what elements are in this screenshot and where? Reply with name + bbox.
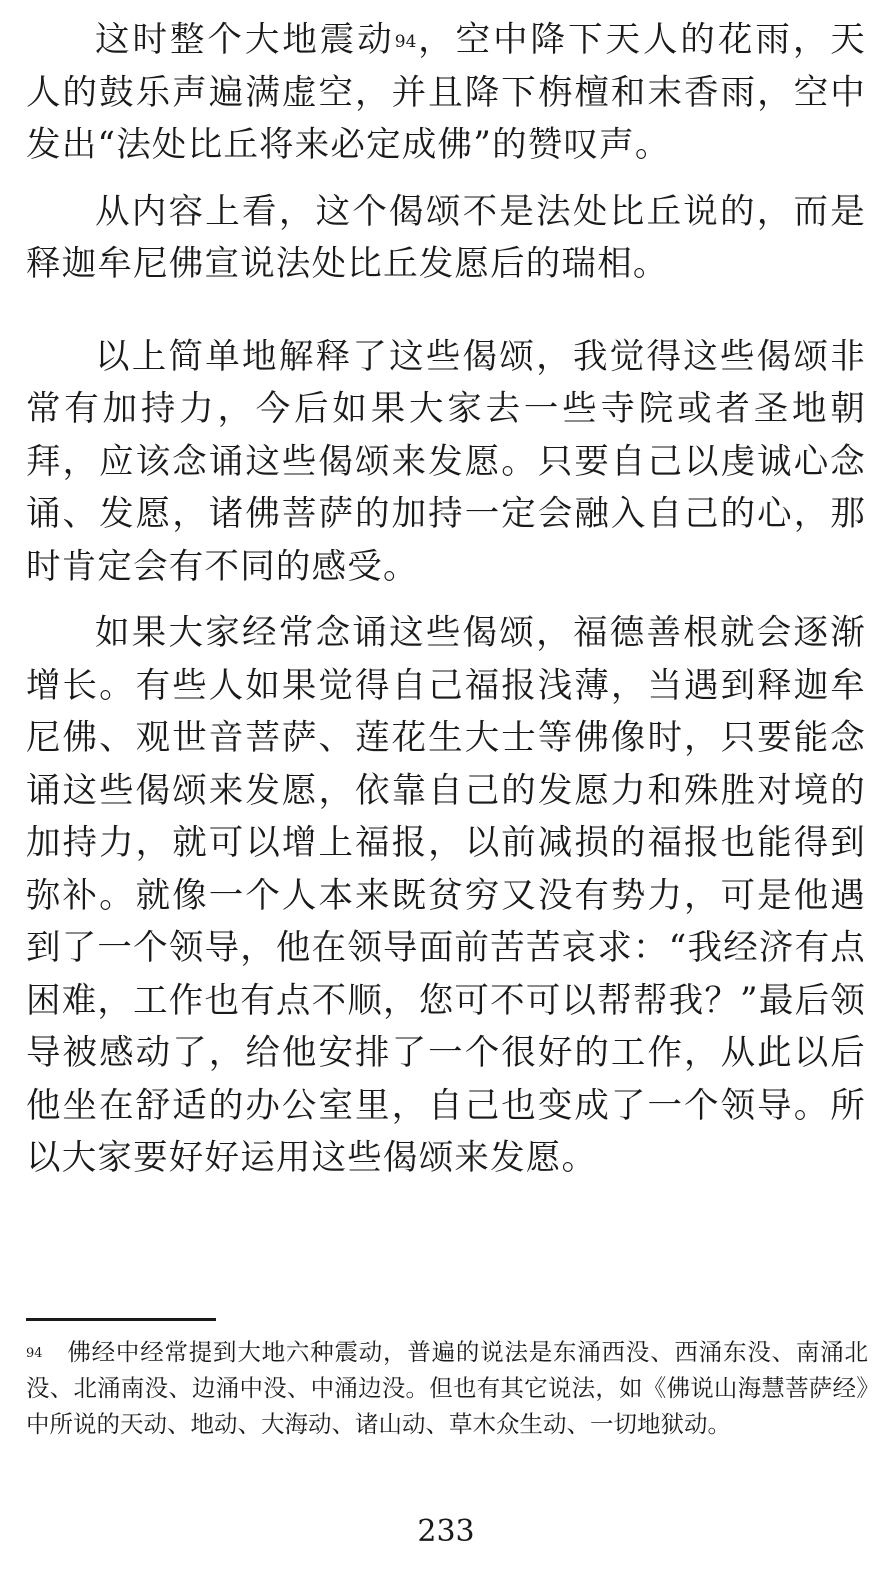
paragraph-2: 从内容上看，这个偈颂不是法处比丘说的，而是释迦牟尼佛宣说法处比丘发愿后的瑞相。 (26, 191, 866, 284)
paragraph-1-text-end: ，空中降下天人的花雨，天人的鼓乐声遍满虚空，并且降下栴檀和末香雨，空中发出“法处比丘将来必定成佛”的赞叹声。 (26, 20, 866, 165)
paragraph-1-text-start: 这时整个大地震动 (95, 20, 395, 60)
paragraph-4: 如果大家经常念诵这些偈颂，福德善根就会逐渐增长。有些人如果觉得自己福报浅薄，当遇到释迦牟尼佛、观世音菩萨、莲花生大士等佛像时，只要能念诵这些偈颂来发愿，依靠自己的发愿力和殊胜对境的加持力，就可以增上福报，以前减损的福报也能得到弥补。就像一个人本来既贫穷又没有势力，可是他遇到了一个领导，他在领导面前苦苦哀求：“我经济有点困难，工作也有点不顺，您可不可以帮帮我？”最后领导被感动了，给他安排了一个很好的工作，从此以后他坐在舒适的办公室里，自己也变成了一个领导。所以大家要好好运用这些偈颂来发愿。 (26, 613, 866, 1178)
paragraph-1 (26, 14, 866, 172)
footnote-divider (26, 1318, 216, 1321)
footnote-number: 94 (26, 1346, 43, 1361)
paragraph-3: 以上简单地解释了这些偈颂，我觉得这些偈颂非常有加持力，今后如果大家去一些寺院或者圣地朝拜，应该念诵这些偈颂来发愿。只要自己以虔诚心念诵、发愿，诸佛菩萨的加持一定会融入自己的心，那时肯定会有不同的感受。 (26, 336, 866, 587)
footnote-text: 佛经中经常提到大地六种震动，普遍的说法是东涌西没、西涌东没、南涌北没、北涌南没、边涌中没、中涌边没。但也有其它说法，如《佛说山海慧菩萨经》中所说的天动、地动、大海动、诸山动、草木众生动、一切地狱动。 (26, 1338, 868, 1438)
footnote (26, 1334, 868, 1442)
page-body (26, 14, 866, 1185)
footnote-reference[interactable]: 94 (394, 32, 417, 52)
page-number: 233 (417, 1514, 475, 1549)
